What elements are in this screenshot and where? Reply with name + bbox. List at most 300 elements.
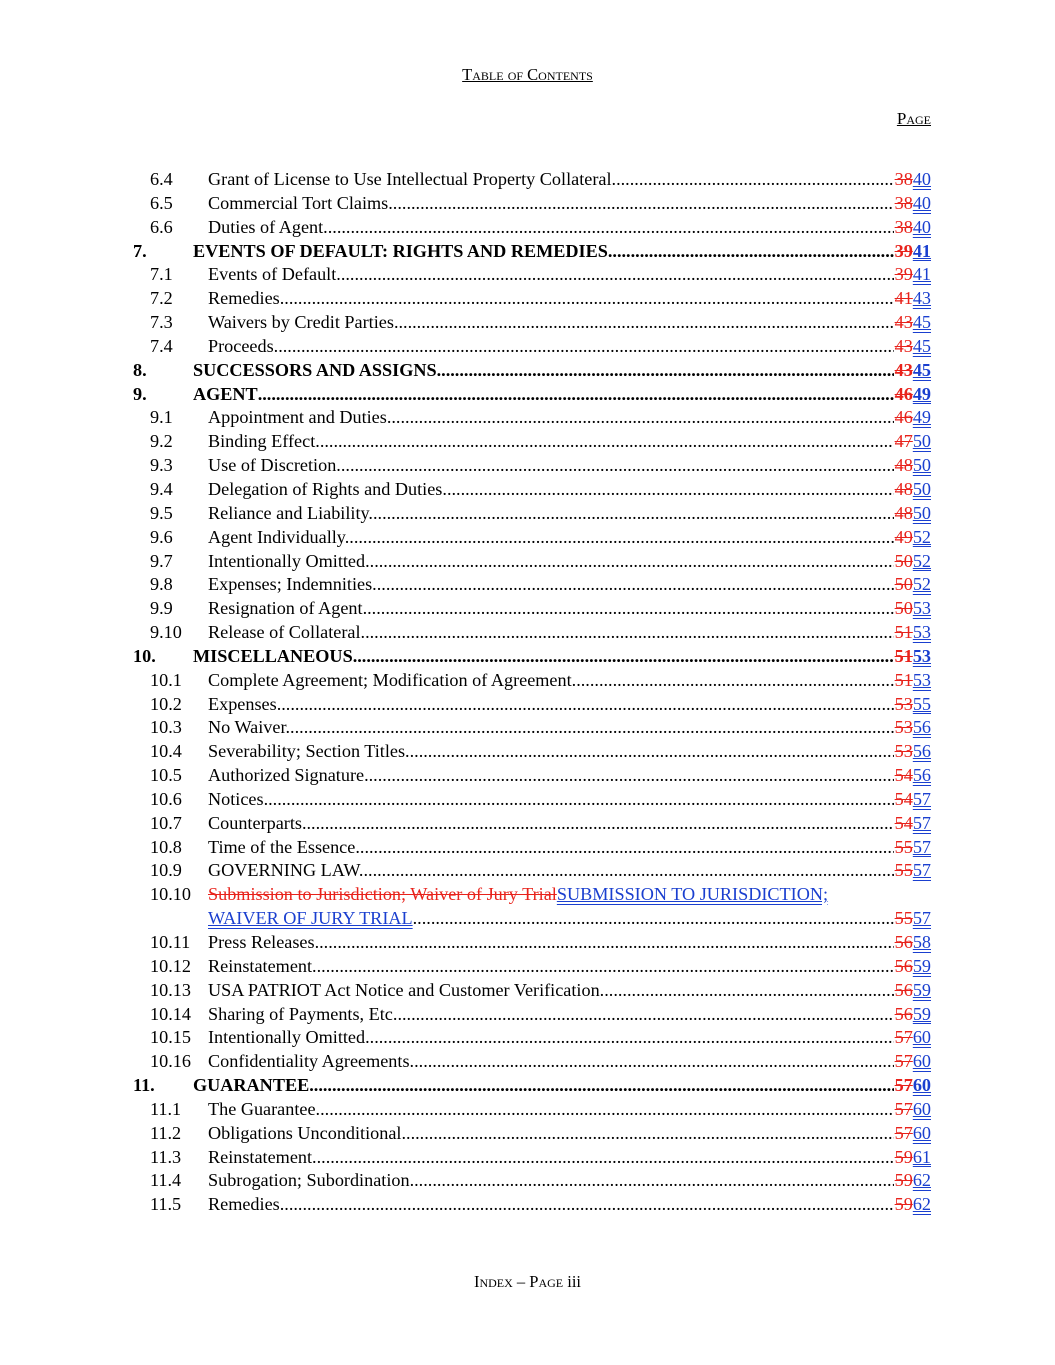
new-page-number: 53 (912, 622, 931, 643)
new-page-number: 60 (912, 1051, 931, 1072)
toc-entry-number: 9.4 (150, 478, 173, 499)
toc-entry-title-line (208, 502, 931, 526)
toc-entry-title: Sharing of Payments, Etc. (208, 1003, 398, 1024)
toc-entry-10-10-continued[interactable] (133, 907, 931, 931)
toc-entry[interactable] (133, 168, 931, 192)
toc-entries-before (133, 168, 931, 883)
inserted-title-line1: SUBMISSION TO JURISDICTION; (556, 884, 829, 905)
page-number (894, 931, 931, 955)
toc-entry[interactable] (133, 1193, 931, 1217)
toc-entry[interactable] (133, 335, 931, 359)
toc-entry[interactable] (133, 645, 931, 669)
old-page-number: 50 (894, 550, 913, 571)
old-page-number: 59 (894, 1170, 913, 1191)
toc-entry-title-line (208, 621, 931, 645)
inserted-title-line2: WAIVER OF JURY TRIAL (208, 908, 413, 929)
toc-entry-title-line (208, 859, 931, 883)
toc-entry-title-line (208, 287, 931, 311)
toc-entry[interactable] (133, 955, 931, 979)
new-page-number: 56 (912, 765, 931, 786)
page-number (894, 430, 931, 454)
toc-entry-title-line (193, 1074, 931, 1098)
toc-entry-title: MISCELLANEOUS (193, 645, 353, 666)
toc-entry[interactable] (133, 669, 931, 693)
toc-entry[interactable] (133, 502, 931, 526)
toc-entry-title-line (208, 907, 931, 931)
toc-entry-title-line (208, 1050, 931, 1074)
toc-entry-title-line (208, 693, 931, 717)
toc-entry-number: 9.5 (150, 502, 173, 523)
dot-leader (319, 931, 894, 955)
new-page-number: 49 (912, 383, 931, 404)
page-number (894, 621, 931, 645)
toc-entry-number: 10.7 (150, 812, 182, 833)
toc-entry-number: 10.15 (150, 1027, 191, 1048)
dot-leader (317, 1146, 894, 1170)
toc-entry-title: GUARANTEE (193, 1075, 310, 1096)
old-page-number: 41 (894, 288, 913, 309)
page-number (894, 216, 931, 240)
page-number (894, 1169, 931, 1193)
new-page-number: 52 (912, 526, 931, 547)
toc-entry[interactable] (133, 621, 931, 645)
toc-entry[interactable] (133, 597, 931, 621)
old-page-number: 57 (894, 1051, 913, 1072)
toc-entry[interactable] (133, 311, 931, 335)
old-page-number: 51 (894, 622, 913, 643)
page-number (894, 669, 931, 693)
new-page-number: 50 (912, 431, 931, 452)
toc-entry-number: 10.12 (150, 955, 191, 976)
page-column-label: Page (896, 109, 931, 128)
page-number (894, 1026, 931, 1050)
new-page-number: 55 (912, 693, 931, 714)
toc-entry-title: GOVERNING LAW. (208, 860, 364, 881)
new-page-number: 59 (912, 1003, 931, 1024)
toc-entry[interactable] (133, 1169, 931, 1193)
new-page-number: 56 (912, 717, 931, 738)
toc-entry-number: 11.3 (150, 1146, 182, 1167)
page-number (894, 573, 931, 597)
old-page-number: 57 (894, 1027, 913, 1048)
old-page-number: 48 (894, 502, 913, 523)
footer-index: Index (473, 1272, 513, 1291)
toc-entry-title-line (193, 383, 931, 407)
dot-leader (307, 812, 894, 836)
page-number (894, 979, 931, 1003)
toc-entry-title-line (208, 263, 931, 287)
old-page-number: 54 (894, 765, 913, 786)
dot-leader (309, 1074, 893, 1098)
toc-entry-title: Use of Discretion. (208, 455, 341, 476)
page-number (894, 359, 931, 383)
toc-entry[interactable] (133, 1003, 931, 1027)
footer-page-word: Page (529, 1272, 564, 1291)
toc-entry-title: Remedies. (208, 288, 285, 309)
new-page-number: 57 (912, 812, 931, 833)
toc-entry[interactable] (133, 1026, 931, 1050)
page-number (894, 287, 931, 311)
toc-entry-title-line (208, 836, 931, 860)
new-page-number: 61 (912, 1146, 931, 1167)
new-page-number: 52 (912, 574, 931, 595)
new-page-number: 41 (912, 264, 931, 285)
dot-leader (341, 454, 894, 478)
toc-entry[interactable] (133, 383, 931, 407)
toc-entry-number: 10.2 (150, 693, 182, 714)
new-page-number: 57 (912, 836, 931, 857)
toc-entry[interactable] (133, 1050, 931, 1074)
page-number (894, 502, 931, 526)
old-page-number: 46 (894, 407, 913, 428)
toc-entry[interactable] (133, 1146, 931, 1170)
page-number (894, 645, 931, 669)
toc-entry-10-10[interactable] (133, 883, 931, 907)
dot-leader (353, 645, 894, 669)
toc-entry-title-line (208, 573, 931, 597)
toc-entry-number: 11.1 (150, 1098, 182, 1119)
dot-leader (391, 406, 893, 430)
dot-leader (264, 788, 894, 812)
dot-leader (320, 430, 894, 454)
toc-entry-number: 11.5 (150, 1194, 182, 1215)
new-page-number: 60 (912, 1027, 931, 1048)
old-page-number: 57 (894, 1075, 913, 1096)
toc-entry[interactable] (133, 430, 931, 454)
new-page-number: 45 (912, 312, 931, 333)
toc-entry-title: Grant of License to Use Intellectual Property Collateral. (208, 169, 617, 189)
page-number (894, 478, 931, 502)
toc-entry-number: 10.10 (150, 884, 191, 905)
toc-entry-title: Resignation of Agent. (208, 598, 368, 619)
toc-entry-number: 10.4 (150, 741, 182, 762)
toc-entry[interactable] (133, 1074, 931, 1098)
dot-leader (328, 216, 894, 240)
dot-leader (441, 359, 893, 383)
page-number (894, 550, 931, 574)
dot-leader (616, 168, 894, 192)
old-page-number: 57 (894, 1122, 913, 1143)
toc-entry-title: No Waiver. (208, 717, 291, 738)
toc-entry-title: Expenses; Indemnities. (208, 574, 377, 595)
page-number (894, 1003, 931, 1027)
toc-entry-title: Authorized Signature. (208, 765, 369, 786)
toc-entry-number: 10.1 (150, 669, 182, 690)
toc-entry-title: Press Releases. (208, 932, 320, 952)
toc-entry[interactable] (133, 454, 931, 478)
new-page-number: 50 (912, 455, 931, 476)
toc-entry[interactable] (133, 287, 931, 311)
toc-entry-title: Reliance and Liability. (208, 502, 373, 523)
new-page-number: 53 (912, 669, 931, 690)
old-page-number: 53 (894, 717, 913, 738)
toc-entry-number: 10.16 (150, 1051, 191, 1072)
new-page-number: 45 (912, 359, 931, 380)
new-page-number: 57 (912, 788, 931, 809)
toc-entry-title: Commercial Tort Claims. (208, 192, 393, 213)
page-number (894, 406, 931, 430)
dot-leader (377, 573, 894, 597)
new-page-number: 60 (912, 1098, 931, 1119)
toc-entry[interactable] (133, 764, 931, 788)
new-page-number: 62 (912, 1194, 931, 1215)
dot-leader (278, 335, 893, 359)
toc-entry-title-line (208, 526, 931, 550)
old-page-number: 51 (894, 669, 913, 690)
new-page-number: 60 (912, 1122, 931, 1143)
new-page-number: 59 (912, 979, 931, 1000)
old-page-number: 38 (894, 216, 913, 237)
toc-entry-title: Delegation of Rights and Duties (208, 478, 443, 499)
toc-entry-title: Remedies. (208, 1194, 285, 1215)
dot-leader (414, 1050, 894, 1074)
old-page-number: 57 (894, 1098, 913, 1119)
dot-leader (363, 859, 893, 883)
toc-entry[interactable] (133, 740, 931, 764)
new-page-number: 59 (912, 955, 931, 976)
dot-leader (370, 550, 894, 574)
dot-leader (608, 240, 894, 264)
toc-entry-title: Release of Collateral. (208, 622, 366, 643)
toc-entry-title-line (193, 359, 931, 383)
dot-leader (365, 621, 894, 645)
toc-entry-title: Subrogation; Subordination. (208, 1170, 415, 1191)
toc-entry[interactable] (133, 693, 931, 717)
toc-entry-title: Binding Effect. (208, 431, 320, 452)
toc-entry-title-line (208, 192, 931, 216)
dot-leader (406, 1122, 894, 1146)
page-number (894, 597, 931, 621)
toc-entry-number: 9.3 (150, 455, 173, 476)
new-page-number: 41 (912, 240, 931, 261)
old-page-number: 38 (894, 169, 913, 189)
old-page-number: 59 (894, 1194, 913, 1215)
toc-entry-number: 10.6 (150, 788, 182, 809)
dot-leader (258, 383, 894, 407)
page-number (894, 716, 931, 740)
toc-entry[interactable] (133, 1098, 931, 1122)
new-page-number: 58 (912, 932, 931, 952)
toc-entry-title: Reinstatement. (208, 955, 317, 976)
dot-leader (414, 1169, 894, 1193)
toc-entry-title: Obligations Unconditional. (208, 1122, 407, 1143)
toc-entry-title-line (208, 764, 931, 788)
deleted-title: Submission to Jurisdiction; Waiver of Jury Trial (208, 884, 557, 905)
toc-entry-title: Intentionally Omitted. (208, 1027, 370, 1048)
toc-entry-title-line (208, 1026, 931, 1050)
old-page-number: 56 (894, 932, 913, 952)
toc-entry-number: 10.3 (150, 717, 182, 738)
toc-entry-title: Time of the Essence. (208, 836, 360, 857)
toc-entry-title-line (208, 812, 931, 836)
toc-entry-title-line (193, 645, 931, 669)
dot-leader (369, 764, 894, 788)
toc-entry-number: 11.2 (150, 1122, 182, 1143)
toc-entry[interactable] (133, 359, 931, 383)
page-number (894, 1074, 931, 1098)
old-page-number: 46 (894, 383, 913, 404)
old-page-number: 39 (894, 264, 913, 285)
old-page-number: 55 (894, 908, 913, 929)
old-page-number: 43 (894, 335, 913, 356)
toc-entry-title-line (208, 883, 931, 907)
old-page-number: 54 (894, 788, 913, 809)
toc-entry-number: 10.8 (150, 836, 182, 857)
toc-entry-title: AGENT (193, 383, 258, 404)
toc-entry-title-line (208, 669, 931, 693)
new-page-number: 53 (912, 645, 931, 666)
page-number (894, 907, 931, 931)
old-page-number: 39 (894, 240, 913, 261)
dot-leader (405, 740, 894, 764)
toc-entry[interactable] (133, 526, 931, 550)
old-page-number: 43 (894, 312, 913, 333)
dot-leader (394, 311, 894, 335)
toc-entry-title-line (208, 740, 931, 764)
toc-entry-title: Expenses. (208, 693, 282, 714)
old-page-number: 43 (894, 359, 913, 380)
toc-entry-number: 9.9 (150, 598, 173, 619)
toc-entry-number: 9.10 (150, 622, 182, 643)
page-number (894, 454, 931, 478)
toc-entry-title: Notices (208, 788, 264, 809)
toc-entry-title-line (208, 168, 931, 192)
page-number (894, 526, 931, 550)
old-page-number: 53 (894, 741, 913, 762)
toc-entry-title-line (193, 240, 931, 264)
toc-entry[interactable] (133, 478, 931, 502)
old-page-number: 48 (894, 478, 913, 499)
page-number (894, 740, 931, 764)
toc-entry-number: 9.2 (150, 431, 173, 452)
page-footer (0, 1272, 1055, 1292)
dot-leader (393, 192, 894, 216)
toc-entry-number: 9.7 (150, 550, 173, 571)
dot-leader (320, 1098, 894, 1122)
toc-entry-title: USA PATRIOT Act Notice and Customer Verification. (208, 979, 605, 1000)
dot-leader (397, 1003, 893, 1027)
page-number (894, 764, 931, 788)
new-page-number: 50 (912, 478, 931, 499)
toc-entry-title: EVENTS OF DEFAULT: RIGHTS AND REMEDIES (193, 240, 608, 261)
toc-entry-number: 10.13 (150, 979, 191, 1000)
toc-entry-title-line (208, 1003, 931, 1027)
footer-page-num: iii (567, 1272, 582, 1291)
toc-entry[interactable] (133, 573, 931, 597)
page-number (894, 1122, 931, 1146)
toc-entry-title-line (208, 1193, 931, 1217)
new-page-number: 40 (912, 192, 931, 213)
toc-entry-title-line (208, 216, 931, 240)
toc-entry-title-line (208, 406, 931, 430)
dot-leader (367, 597, 894, 621)
toc-entry[interactable] (133, 263, 931, 287)
toc-entry-title: Complete Agreement; Modification of Agreement. (208, 669, 577, 690)
toc-entry-title-line (208, 550, 931, 574)
toc-entry[interactable] (133, 812, 931, 836)
toc-entry[interactable] (133, 836, 931, 860)
toc-entry[interactable] (133, 1122, 931, 1146)
old-page-number: 55 (894, 860, 913, 881)
toc-entry-number: 7. (133, 240, 147, 261)
page-number (894, 1050, 931, 1074)
toc-entry-title: The Guarantee. (208, 1098, 321, 1119)
old-page-number: 55 (894, 836, 913, 857)
toc-entry-title-line (208, 311, 931, 335)
toc-entry-title-line (208, 478, 931, 502)
toc-entry-title-line (208, 454, 931, 478)
toc-entry-title-line (208, 335, 931, 359)
toc-entry[interactable] (133, 931, 931, 955)
toc-entry[interactable] (133, 192, 931, 216)
toc-heading: Table of Contents (462, 65, 593, 84)
old-page-number: 56 (894, 1003, 913, 1024)
old-page-number: 49 (894, 526, 913, 547)
old-page-number: 50 (894, 574, 913, 595)
old-page-number: 50 (894, 598, 913, 619)
dot-leader (290, 716, 894, 740)
old-page-number: 54 (894, 812, 913, 833)
toc-entry-number: 6.5 (150, 192, 173, 213)
new-page-number: 40 (912, 169, 931, 189)
page-number (894, 240, 931, 264)
toc-entry[interactable] (133, 859, 931, 883)
toc-entry-number: 10.11 (150, 932, 191, 952)
toc-entry-title-line (208, 931, 931, 955)
dot-leader (604, 979, 893, 1003)
toc-entry-title: Agent Individually. (208, 526, 350, 547)
new-page-number: 43 (912, 288, 931, 309)
toc-entry[interactable] (133, 406, 931, 430)
old-page-number: 59 (894, 1146, 913, 1167)
page-number (894, 955, 931, 979)
page-number (894, 812, 931, 836)
new-page-number: 60 (912, 1075, 931, 1096)
page-number (894, 788, 931, 812)
toc-entry-number: 8. (133, 359, 147, 380)
old-page-number: 51 (894, 645, 913, 666)
toc-entry[interactable] (133, 240, 931, 264)
new-page-number: 56 (912, 741, 931, 762)
page-number (894, 335, 931, 359)
new-page-number: 53 (912, 598, 931, 619)
page-number (894, 311, 931, 335)
toc-entry-title: Appointment and Duties. (208, 407, 392, 428)
new-page-number: 45 (912, 335, 931, 356)
dot-leader (370, 1026, 894, 1050)
new-page-number: 49 (912, 407, 931, 428)
toc-entry[interactable] (133, 788, 931, 812)
table-of-contents (133, 168, 931, 1217)
old-page-number: 56 (894, 979, 913, 1000)
toc-entry-title-line (208, 1098, 931, 1122)
toc-entry-number: 10.5 (150, 765, 182, 786)
toc-entry[interactable] (133, 216, 931, 240)
toc-entry-number: 9.6 (150, 526, 173, 547)
new-page-number: 40 (912, 216, 931, 237)
toc-entry[interactable] (133, 550, 931, 574)
old-page-number: 56 (894, 955, 913, 976)
toc-entry-title-line (208, 430, 931, 454)
old-page-number: 48 (894, 455, 913, 476)
new-page-number: 62 (912, 1170, 931, 1191)
toc-entry-title: Waivers by Credit Parties (208, 312, 394, 333)
page-number (894, 263, 931, 287)
page-number (894, 383, 931, 407)
toc-entry[interactable] (133, 716, 931, 740)
old-page-number: 47 (894, 431, 913, 452)
toc-entry[interactable] (133, 979, 931, 1003)
